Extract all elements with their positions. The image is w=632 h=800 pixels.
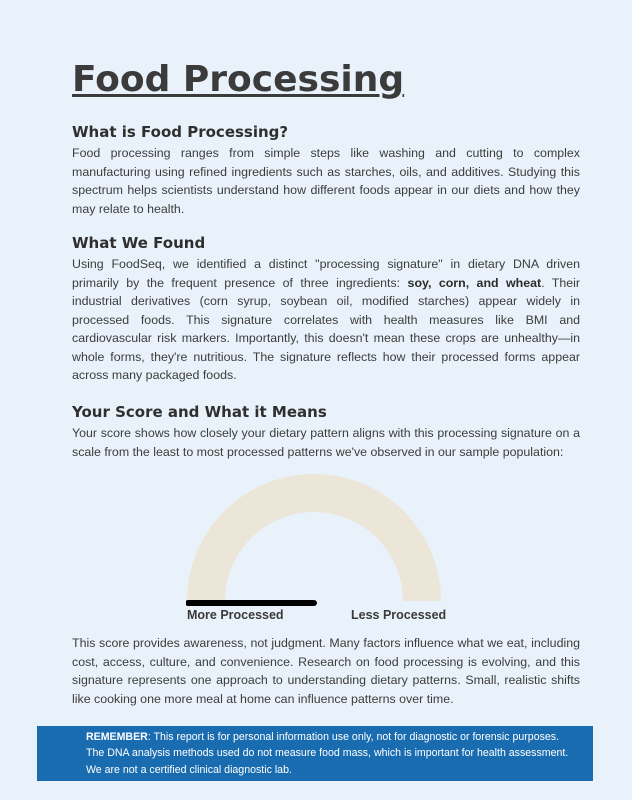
section-heading: Your Score and What it Means (72, 403, 327, 421)
section-your-score (72, 402, 580, 461)
disclaimer-text: : This report is for personal information use only, not for diagnostic or forensic purposes. The DNA analysis methods used do not measure food mass, which is important for health assessment. We are not a certified clinical diagnostic lab. (86, 731, 569, 776)
gauge-label-more-processed: More Processed (187, 608, 284, 622)
gauge-arc (206, 493, 422, 601)
section-body: This score provides awareness, not judgment. Many factors influence what we eat, including cost, access, culture, and convenience. Research on food processing is evolving, and this signature represents one approach to understanding dietary patterns. Small, realistic shifts like cooking one more meal at home can influence patterns over time. (72, 636, 580, 706)
section-what-we-found (72, 233, 580, 385)
processing-score-gauge (186, 473, 446, 628)
disclaimer-heading: REMEMBER (86, 731, 148, 743)
section-heading: What We Found (72, 234, 206, 252)
section-body (72, 255, 580, 385)
section-score-context (72, 634, 580, 708)
page-title: Food Processing (72, 59, 405, 100)
body-text-after: . Their industrial derivatives (corn syrup, soybean oil, modified starches) appear widely in processed foods. This signature correlates with health measures like BMI and cardiovascular risk markers. Importantly, this doesn't mean these crops are unhealthy—in whole forms, they're nutritious. The signature reflects how their processed forms appear across many packaged foods. (72, 275, 580, 382)
section-body: Food processing ranges from simple steps like washing and cutting to complex manufacturing using refined ingredients such as starches, oils, and additives. Studying this spectrum helps scientists understand how different foods appear in our diets and how they may relate to health. (72, 146, 580, 216)
section-heading: What is Food Processing? (72, 123, 289, 141)
disclaimer-banner (37, 726, 593, 781)
ingredients-highlight: soy, corn, and wheat (407, 275, 542, 290)
gauge-graphic (186, 473, 446, 608)
body-text-before: Using FoodSeq, we identified a distinct "processing signature" in dietary DNA driven primarily by the frequent presence of three ingredients: (72, 257, 580, 290)
section-body: Your score shows how closely your dietary pattern aligns with this processing signature on a scale from the least to most processed patterns we've observed in our sample population: (72, 426, 580, 459)
gauge-label-less-processed: Less Processed (351, 608, 447, 622)
section-what-is-food-processing (72, 122, 580, 218)
